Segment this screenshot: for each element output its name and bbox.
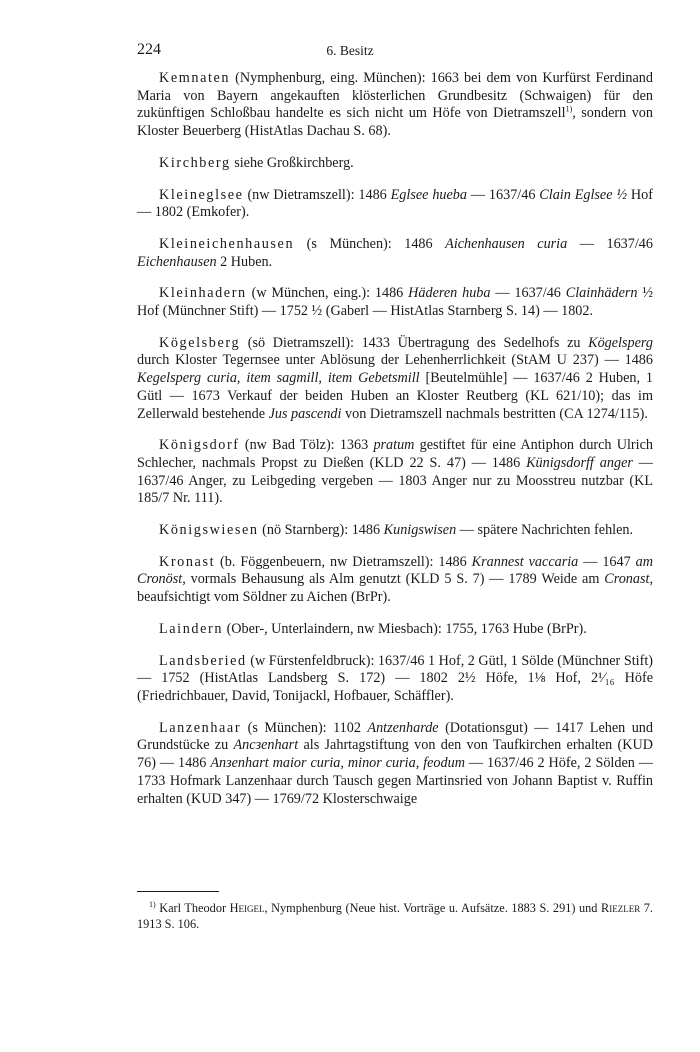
italic-term: Cronast xyxy=(604,571,650,588)
author-name: Heigel xyxy=(229,901,265,915)
entry-text: siehe Großkirchberg. xyxy=(230,154,354,171)
place-name: Landsberied xyxy=(159,652,247,669)
footnote-marker: 1) xyxy=(149,899,156,909)
entry-text: als Jahrtagstiftung von den von Taufkirchen erhalten (KUD 76) — 1486 xyxy=(137,737,653,772)
italic-term: Clain Eglsee ½ xyxy=(539,186,628,203)
entry-text: — 1637/46 2 Höfe, 2 Sölden — 1733 Hofmark Lanzenhaar durch Tausch gegen Martinsried von Johann Baptist v. Ruffin erhalten (KUD 347) — 1769/72 Klosterschwaige xyxy=(137,755,653,807)
entry-text: gestiftet für eine Antiphon durch Ulrich Schlecher, nachmals Propst zu Dießen (KLD 22 S. 47) — 1486 xyxy=(137,437,653,471)
italic-term: Kunigswisen xyxy=(383,522,457,539)
place-name: Kemnaten xyxy=(159,70,231,86)
entry-paragraph xyxy=(137,285,653,320)
place-name: Kleineichenhausen xyxy=(159,235,295,252)
italic-term: pratum xyxy=(373,437,415,454)
italic-term: Kegelsperg curia, item sagmill, item Gebetsmill xyxy=(137,370,420,387)
italic-term: Anзenhart maior curia, minor curia, feodum xyxy=(210,755,465,772)
entry-text: [Beutelmühle] — 1637/46 2 Huben, 1 Gütl — 1673 Verkauf der beiden Huben an Kloster Reutberg (KL 621/10); das im Zellerwald bestehende xyxy=(137,370,654,422)
place-name: Lanzenhaar xyxy=(159,719,242,736)
italic-term: Häderen huba xyxy=(408,285,491,302)
entry-text: von Dietramszell nachmals bestritten (CA 1274/115). xyxy=(341,405,648,422)
entry-paragraph xyxy=(137,522,653,540)
running-head: 6. Besitz xyxy=(326,43,374,58)
entry-text: (nö Starnberg): 1486 xyxy=(258,522,384,539)
italic-term: Clainhädern xyxy=(565,285,638,302)
entry-text: (nw Bad Tölz): 1363 xyxy=(239,437,374,454)
main-text xyxy=(137,70,653,822)
entry-text: (sö Dietramszell): 1433 Übertragung des Sedelhofs zu xyxy=(240,334,589,351)
footnote-text: 7. 1913 S. 106. xyxy=(137,901,653,931)
entry-text: (s München): 1102 xyxy=(241,719,368,736)
place-name: Kirchberg xyxy=(159,154,231,171)
italic-term: am Cronöst xyxy=(137,553,653,588)
entry-paragraph xyxy=(137,236,653,271)
entry-paragraph xyxy=(137,720,653,809)
entry-text: (Nymphenburg, eing. München): 1663 bei dem von Kurfürst Ferdinand Maria von Bayern angekauften klösterlichen Grundbesitz (Schwaigen) für den zukünftigen Schloßbau handelte es sich nicht um Höfe von Dietramszell xyxy=(137,70,653,122)
footnote-marker: 1) xyxy=(565,104,573,114)
entry-paragraph xyxy=(137,187,653,222)
place-name: Königswiesen xyxy=(159,522,259,539)
entry-text: — 1647 xyxy=(578,553,636,570)
italic-term: Künigsdorff anger xyxy=(526,454,633,471)
entry-text: (w München, eing.): 1486 xyxy=(246,285,409,302)
entry-text: — 1637/46 xyxy=(567,235,653,252)
footnote-text: Karl Theodor xyxy=(155,901,230,915)
place-name: Kronast xyxy=(159,553,216,570)
place-name: Kögelsberg xyxy=(159,334,241,351)
entry-paragraph xyxy=(137,335,653,424)
footnote-text: , Nymphenburg (Neue hist. Vorträge u. Aufsätze. 1883 S. 291) und xyxy=(264,901,602,915)
entry-text: — spätere Nachrichten fehlen. xyxy=(456,522,634,539)
entry-text: (nw Dietramszell): 1486 xyxy=(243,186,391,203)
entry-paragraph xyxy=(137,621,653,639)
italic-term: Aichenhausen curia xyxy=(445,235,568,252)
entry-text: — 1637/46 Anger, zu Leibgeding vergeben — 1803 Anger nur zu Moosstreu nutzbar (KL 185/7 Nr. 111). xyxy=(137,454,653,507)
italic-term: Eichenhausen xyxy=(137,253,217,270)
entry-text: durch Kloster Tegernsee unter Ablösung der Lehenherrlichkeit (StAM U 237) — 1486 xyxy=(137,352,653,369)
entry-text: (Ober-, Unterlaindern, nw Miesbach): 1755, 1763 Hube (BrPr). xyxy=(223,620,587,637)
entry-text: ½ Hof (Münchner Stift) — 1752 ½ (Gaberl — HistAtlas Starnberg S. 14) — 1802. xyxy=(137,285,653,320)
entry-text: — 1637/46 xyxy=(490,285,566,302)
entry-text: (w Fürstenfeldbruck): 1637/46 1 Hof, 2 Gütl, 1 Sölde (Münchner Stift) — 1752 (HistAtlas Landsberg S. 172) — 1802 2½ Höfe, 1⅛ Hof, 2¹⁄₁₆ Höfe (Friedrichbauer, David, Tonijackl, Hofbauer, Schäffler). xyxy=(137,652,653,704)
entry-text: , vormals Behausung als Alm genutzt (KLD 5 S. 7) — 1789 Weide am xyxy=(182,571,605,588)
entry-paragraph xyxy=(137,554,653,607)
italic-term: Jus pascendi xyxy=(268,405,342,422)
italic-term: Eglsee hueba xyxy=(390,186,467,203)
place-name: Königsdorf xyxy=(159,437,240,454)
place-name: Kleinhadern xyxy=(159,285,247,302)
italic-term: Antzenharde xyxy=(367,719,439,736)
entry-text: Hof — 1802 (Emkofer). xyxy=(137,186,653,221)
entry-text: 2 Huben. xyxy=(216,253,273,270)
italic-term: Krannest vaccaria xyxy=(471,553,579,570)
footnote-rule xyxy=(137,891,219,892)
entry-paragraph xyxy=(137,155,653,173)
entry-text: (Dotationsgut) — 1417 Lehen und Grundstücke zu xyxy=(137,719,653,754)
footnote xyxy=(137,900,653,932)
italic-term: Ancзenhart xyxy=(233,737,299,754)
place-name: Laindern xyxy=(159,620,224,637)
entry-text: — 1637/46 xyxy=(467,186,540,203)
entry-paragraph xyxy=(137,437,653,508)
place-name: Kleineglsee xyxy=(159,186,244,203)
italic-term: Kögelsperg xyxy=(588,334,653,351)
entry-text: (s München): 1486 xyxy=(294,235,446,252)
entry-text: , beaufsichtigt vom Söldner zu Aichen (BrPr). xyxy=(137,571,653,606)
entry-text: , sondern von Kloster Beuerberg (HistAtlas Dachau S. 68). xyxy=(137,105,653,140)
entry-text: (b. Föggenbeuern, nw Dietramszell): 1486 xyxy=(215,553,472,570)
entry-paragraph xyxy=(137,70,653,141)
entry-paragraph xyxy=(137,653,653,706)
author-name: Riezler xyxy=(601,901,641,915)
page-number: 224 xyxy=(137,41,161,58)
